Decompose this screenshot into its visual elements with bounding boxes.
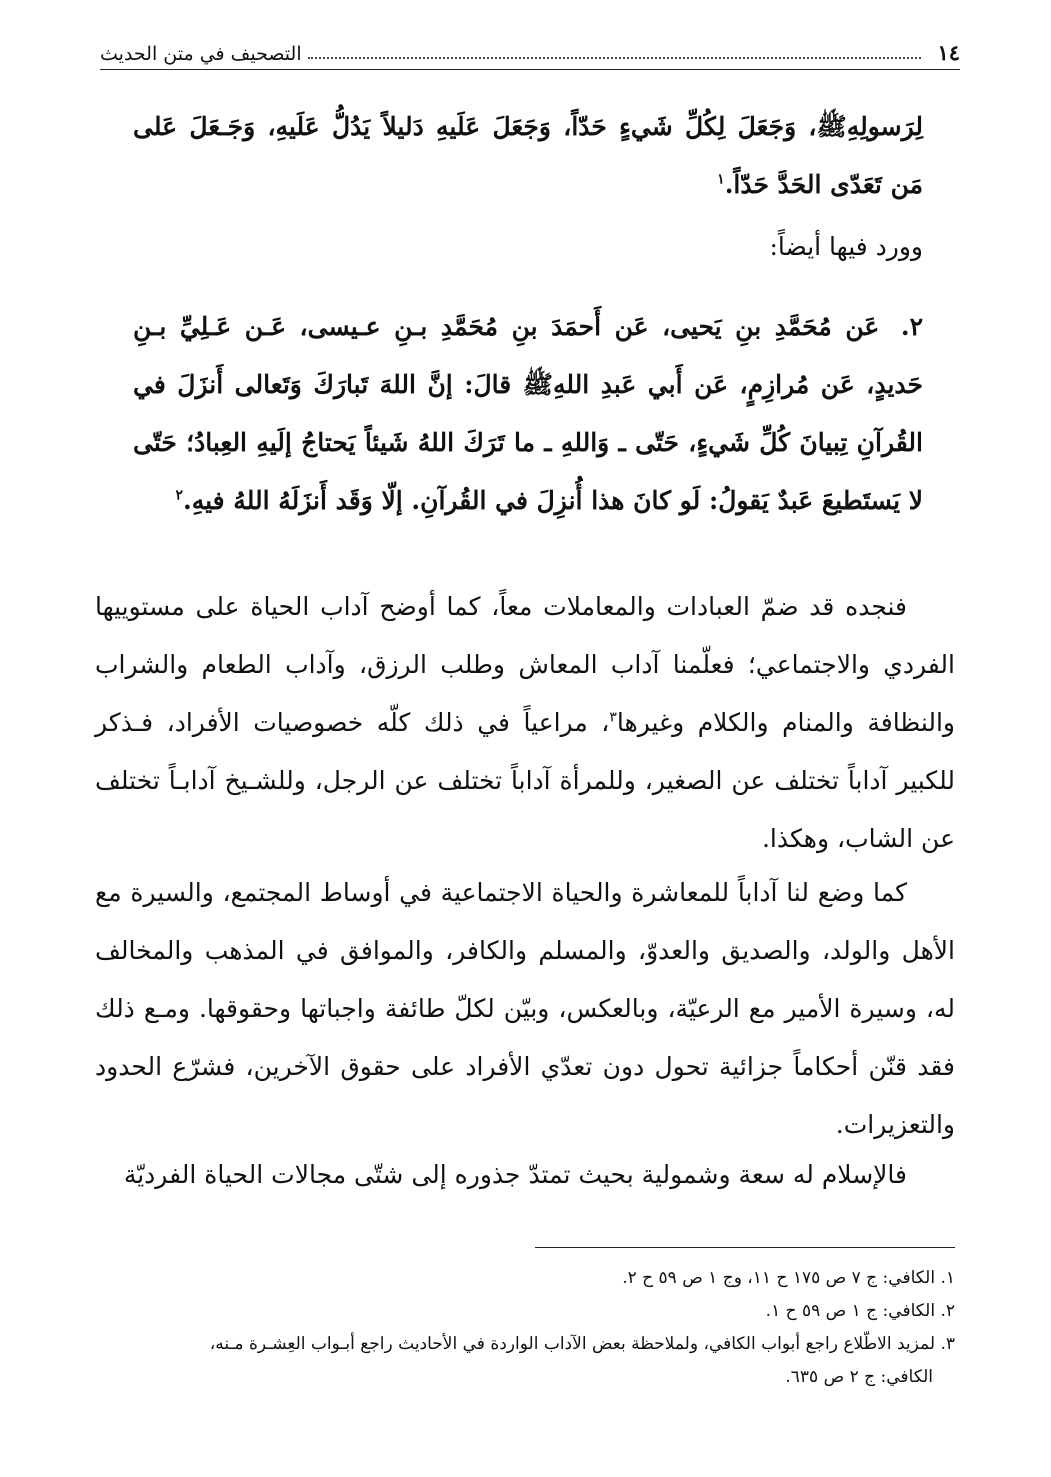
hadith-1-body: لِرَسولِهِﷺ، وَجَعَلَ لِكُلِّ شَيءٍ حَدّاً، وَجَعَلَ عَلَيهِ دَليلاً يَدُلُّ عَلَيهِ، وَجَـعَلَ عَلى مَن تَعَدّى الحَدَّ حَدّاً.: [133, 112, 923, 199]
intro-line: وورد فيها أيضاً:: [769, 232, 923, 261]
footnote-2: ٢. الكافي: ج ١ ص ٥٩ ح ١.: [765, 1301, 955, 1321]
footnote-3-continued: الكافي: ج ٢ ص ٦٣٥.: [785, 1367, 933, 1387]
hadith-2-text: [133, 298, 923, 530]
footnote-1: ١. الكافي: ج ٧ ص ١٧٥ ح ١١، وج ١ ص ٥٩ ح ٢.: [622, 1268, 955, 1288]
hadith-2-number: ٢.: [900, 312, 923, 341]
page-number: ١٤: [937, 40, 960, 65]
footnote-separator: [535, 1247, 955, 1248]
paragraph-2: كما وضع لنا آداباً للمعاشرة والحياة الاجتماعية في أوساط المجتمع، والسيرة مع الأهل والولد، والصديق والعدوّ، والمسلم والكافر، والموافق في المذهب والمخالف له، وسيرة الأمير مع الرعيّة، وبالعكس، وبيّن لكلّ طائفة واجباتها وحقوقها. ومـع ذلك فقد قنّن أحكاماً جزائية تحول دون تعدّي الأفراد على حقوق الآخرين، فشرّع الحدود والتعزيرات.: [95, 878, 955, 1139]
paragraph-1: [95, 578, 955, 868]
footnotes: [95, 1262, 955, 1394]
paragraph-1-part-a: فنجده قد ضمّ العبادات والمعاملات معاً، كما أوضح آداب الحياة على مستوييها الفردي والاجتماعي؛ فعلّمنا آداب المعاش وطلب الرزق، وآداب الطعام والشراب والنظافة والمنام والكلام وغيرها: [95, 592, 955, 737]
footnote-ref-2: ٢: [175, 487, 183, 504]
hadith-1-text: [133, 98, 923, 214]
footnote-3: ٣. لمزيد الاطّلاع راجع أبواب الكافي، ولملاحظة بعض الآداب الواردة في الأحاديث راجع أبـواب العِشـرة مـنه،: [209, 1334, 955, 1354]
running-title: التصحيف في متن الحديث: [100, 43, 302, 65]
footnote-ref-1: ١: [717, 171, 725, 188]
paragraph-3: فالإسلام له سعة وشمولية بحيث تمتدّ جذوره إلى شتّى مجالات الحياة الفرديّة: [123, 1160, 907, 1189]
paragraph-1-part-b: ، مراعياً في ذلك كلّه خصوصيات الأفراد، فـذكر للكبير آداباً تختلف عن الصغير، وللمرأة آداباً تختلف عن الرجل، وللشـيخ آدابـاً تختلف عن الشاب، وهكذا.: [95, 708, 955, 853]
hadith-2-body: عَن مُحَمَّدِ بنِ يَحيى، عَن أَحمَدَ بنِ مُحَمَّدِ بـنِ عـيسى، عَـن عَـلِيِّ بـنِ حَديدٍ، عَن مُرازِمٍ، عَن أَبي عَبدِ اللهِﷺ قالَ: إنَّ اللهَ تَبارَكَ وَتَعالى أَنزَلَ في القُرآنِ تِبيانَ كُلِّ شَيءٍ، حَتّى ـ وَاللهِ ـ ما تَرَكَ اللهُ شَيئاً يَحتاجُ إلَيهِ العِبادُ؛ حَتّى لا يَستَطيعَ عَبدٌ يَقولُ: لَو كانَ هذا أُنزِلَ في القُرآنِ. إلّا وَقَد أَنزَلَهُ اللهُ فيهِ.: [133, 312, 923, 515]
footnote-ref-3: ٣: [609, 709, 617, 726]
header-dotted-leader: [308, 56, 922, 59]
page-header: [100, 36, 960, 70]
